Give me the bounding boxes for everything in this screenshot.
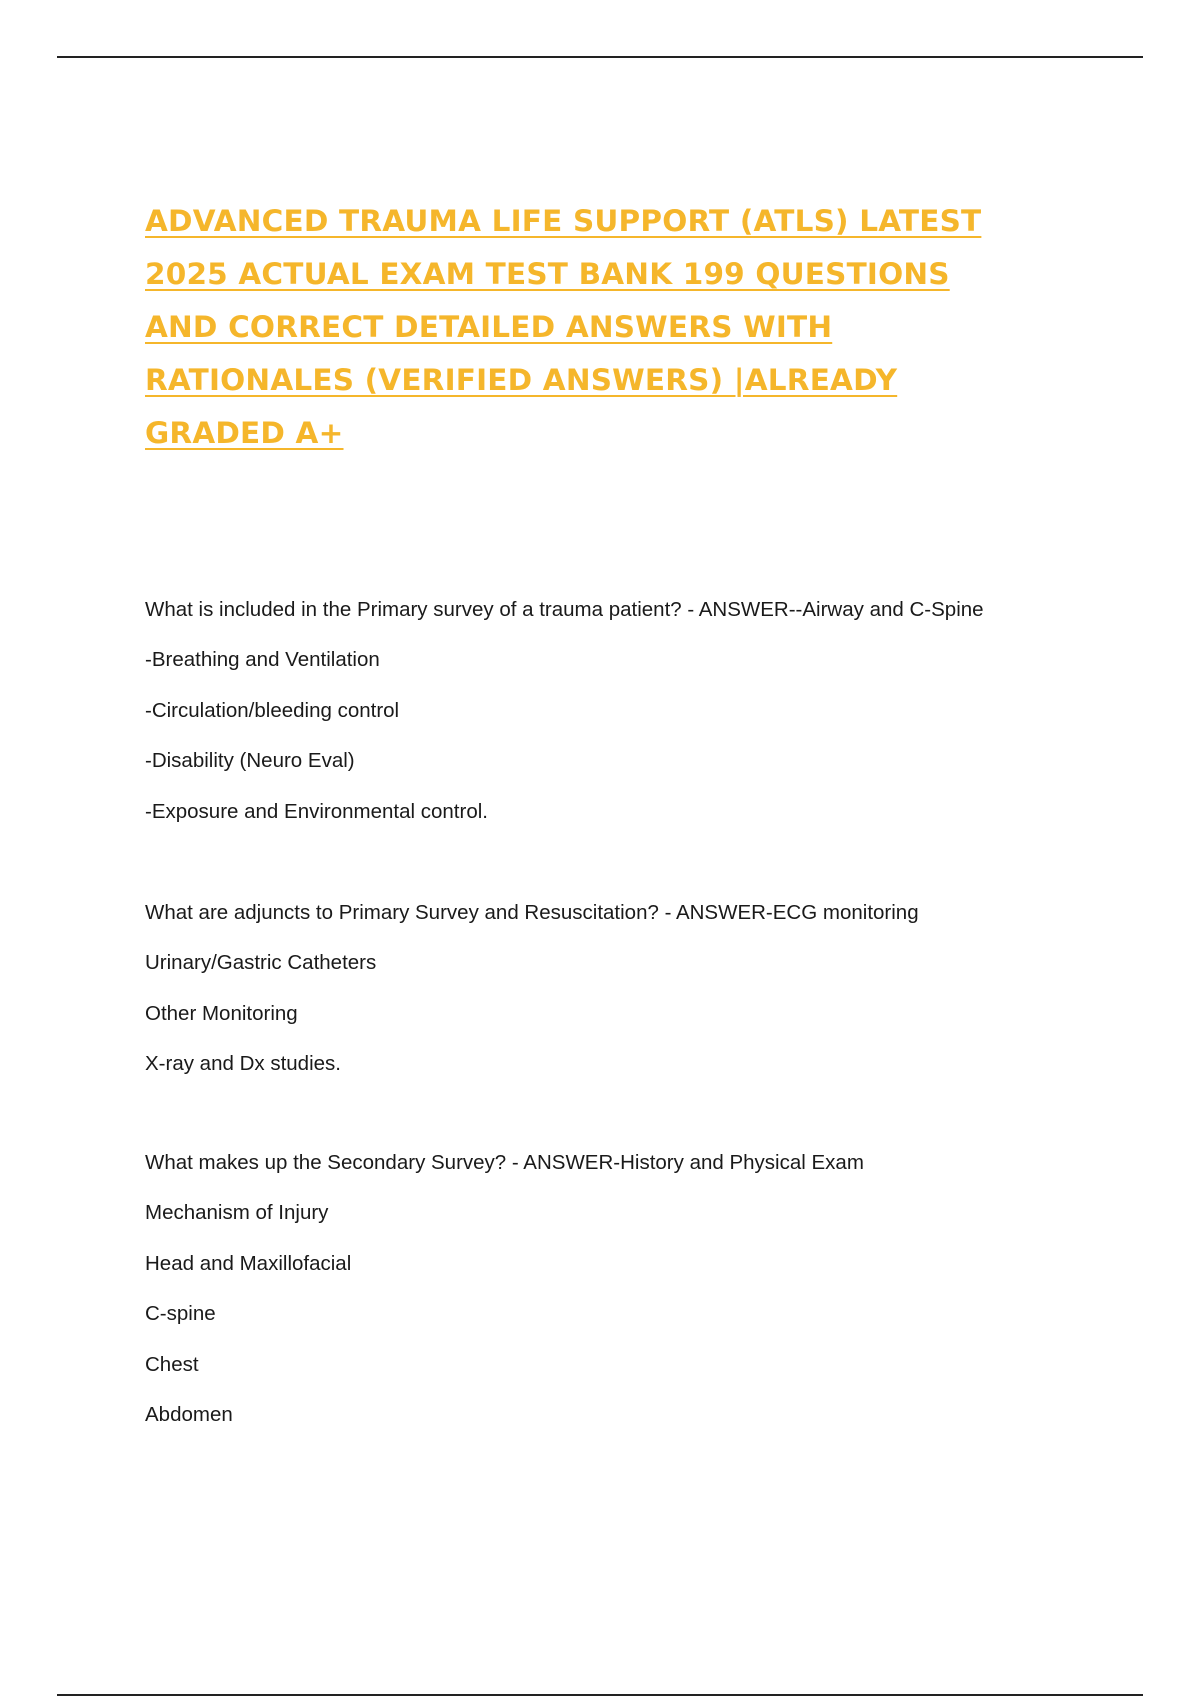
answer-line: Head and Maxillofacial: [145, 1251, 352, 1275]
qa-block-primary-survey: [145, 585, 1095, 837]
title-line: AND CORRECT DETAILED ANSWERS WITH: [145, 310, 833, 344]
answer-line: Chest: [145, 1352, 199, 1376]
answer-line: -Exposure and Environmental control.: [145, 799, 488, 823]
answer-line: X-ray and Dx studies.: [145, 1052, 341, 1076]
answer-line: Mechanism of Injury: [145, 1201, 329, 1225]
answer-line: Urinary/Gastric Catheters: [145, 951, 377, 975]
answer-line: Abdomen: [145, 1402, 233, 1426]
top-divider: [57, 56, 1143, 58]
question-line: What are adjuncts to Primary Survey and Resuscitation? - ANSWER-ECG monitoring: [145, 901, 919, 924]
bottom-divider: [57, 1694, 1143, 1696]
title-line: RATIONALES (VERIFIED ANSWERS) |ALREADY: [145, 363, 898, 397]
title-line: ADVANCED TRAUMA LIFE SUPPORT (ATLS) LATEST: [145, 204, 982, 238]
qa-block-adjuncts: [145, 888, 1095, 1090]
title-line: GRADED A+: [145, 416, 344, 450]
question-line: What is included in the Primary survey of a trauma patient? - ANSWER--Airway and C-Spine: [145, 598, 984, 621]
answer-line: -Breathing and Ventilation: [145, 648, 380, 672]
title-line: 2025 ACTUAL EXAM TEST BANK 199 QUESTIONS: [145, 257, 950, 291]
qa-block-secondary-survey: [145, 1138, 1095, 1440]
answer-line: -Circulation/bleeding control: [145, 698, 400, 722]
document-title: [145, 195, 1095, 460]
answer-line: C-spine: [145, 1302, 216, 1326]
question-line: What makes up the Secondary Survey? - ANSWER-History and Physical Exam: [145, 1151, 864, 1174]
answer-line: -Disability (Neuro Eval): [145, 749, 355, 773]
answer-line: Other Monitoring: [145, 1001, 298, 1025]
